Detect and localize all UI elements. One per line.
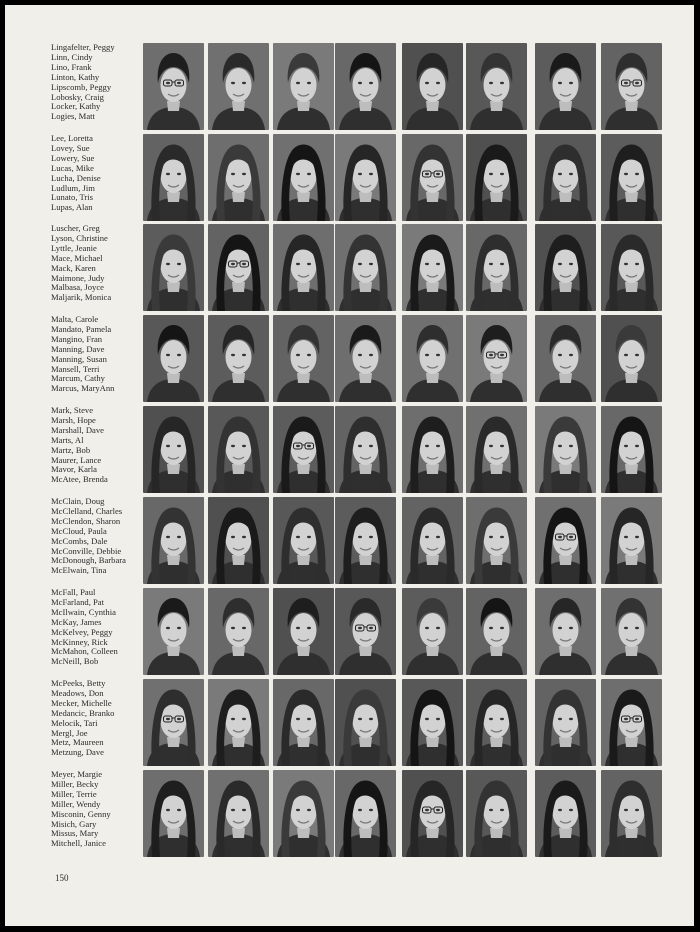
roster-row <box>5 588 694 678</box>
student-name: Mergl, Joe <box>51 727 88 738</box>
student-name: McCombs, Dale <box>51 535 108 546</box>
student-portrait <box>402 134 463 221</box>
student-portrait <box>335 497 396 584</box>
student-name: McMahon, Colleen <box>51 646 118 657</box>
student-name: Linton, Kathy <box>51 71 100 82</box>
student-name: Mavor, Karla <box>51 464 97 475</box>
student-portrait <box>143 134 204 221</box>
student-portrait <box>273 224 334 311</box>
student-name: Misich, Gary <box>51 818 97 829</box>
student-name: Mace, Michael <box>51 252 103 263</box>
roster-row <box>5 134 694 224</box>
student-portrait <box>335 588 396 675</box>
name-list <box>51 588 147 667</box>
student-name: Mansell, Terri <box>51 363 100 374</box>
student-name: Marcum, Cathy <box>51 373 105 384</box>
student-name: Lingafelter, Peggy <box>51 42 115 52</box>
student-name: Manning, Dave <box>51 343 105 354</box>
student-name: Marsh, Hope <box>51 414 96 425</box>
student-portrait <box>335 224 396 311</box>
student-name: McDonough, Barbara <box>51 555 126 566</box>
student-portrait <box>402 770 463 857</box>
student-name: Martz, Bob <box>51 444 91 455</box>
student-portrait <box>402 315 463 402</box>
name-list <box>51 134 147 213</box>
student-portrait <box>273 134 334 221</box>
student-name: Mark, Steve <box>51 405 94 415</box>
student-name: McKelvey, Peggy <box>51 626 113 637</box>
page-number: 150 <box>55 873 69 883</box>
student-name: Mack, Karen <box>51 262 96 273</box>
student-name: Luscher, Greg <box>51 223 100 233</box>
student-name: Lucas, Mike <box>51 162 94 173</box>
student-name: Marcus, MaryAnn <box>51 383 115 394</box>
student-portrait <box>402 406 463 493</box>
student-name: Metzung, Dave <box>51 747 104 758</box>
student-name: Mandato, Pamela <box>51 323 112 334</box>
student-name: McConville, Debbie <box>51 545 122 556</box>
student-portrait <box>466 43 527 130</box>
student-name: Maurer, Lance <box>51 454 102 465</box>
student-portrait <box>208 406 269 493</box>
student-portrait <box>466 224 527 311</box>
student-portrait <box>402 679 463 766</box>
student-name: Meadows, Don <box>51 687 104 698</box>
student-name: McClendon, Sharon <box>51 515 121 526</box>
student-name: Lino, Frank <box>51 61 92 72</box>
student-name: Metz, Maureen <box>51 737 104 748</box>
student-portrait <box>143 406 204 493</box>
student-name: Miller, Wendy <box>51 798 101 809</box>
student-portrait <box>143 679 204 766</box>
student-portrait <box>535 43 596 130</box>
student-name: Lobosky, Craig <box>51 91 104 102</box>
student-name: McIlwain, Cynthia <box>51 606 116 617</box>
student-portrait <box>466 770 527 857</box>
student-portrait <box>335 315 396 402</box>
student-name: Ludlum, Jim <box>51 182 95 193</box>
name-list <box>51 315 147 394</box>
student-name: Mecker, Michelle <box>51 697 112 708</box>
student-portrait <box>143 770 204 857</box>
student-portrait <box>601 770 662 857</box>
student-portrait <box>535 497 596 584</box>
student-portrait <box>601 224 662 311</box>
student-portrait <box>466 315 527 402</box>
name-list <box>51 679 147 758</box>
student-portrait <box>402 588 463 675</box>
student-name: Lipscomb, Peggy <box>51 81 112 92</box>
student-name: Malta, Carole <box>51 314 99 324</box>
student-name: Lovey, Sue <box>51 142 90 153</box>
student-portrait <box>335 679 396 766</box>
student-portrait <box>402 497 463 584</box>
student-name: McPeeks, Betty <box>51 678 106 688</box>
name-list <box>51 406 147 485</box>
student-name: Missus, Mary <box>51 828 99 839</box>
roster-row <box>5 43 694 133</box>
student-name: McElwain, Tina <box>51 565 107 576</box>
student-portrait <box>601 679 662 766</box>
student-name: McFall, Paul <box>51 587 96 597</box>
student-portrait <box>601 497 662 584</box>
student-name: Miller, Becky <box>51 778 99 789</box>
name-list <box>51 43 147 122</box>
student-portrait <box>466 134 527 221</box>
student-portrait <box>208 588 269 675</box>
student-portrait <box>466 497 527 584</box>
student-portrait <box>535 679 596 766</box>
student-portrait <box>143 224 204 311</box>
student-name: Manning, Susan <box>51 353 107 364</box>
student-portrait <box>143 43 204 130</box>
student-portrait <box>601 315 662 402</box>
name-list <box>51 224 147 303</box>
student-portrait <box>208 315 269 402</box>
student-name: Mangino, Fran <box>51 333 103 344</box>
student-portrait <box>601 588 662 675</box>
name-list <box>51 497 147 576</box>
student-portrait <box>535 134 596 221</box>
roster-row <box>5 770 694 860</box>
student-portrait <box>208 43 269 130</box>
student-name: Mitchell, Janice <box>51 838 106 849</box>
student-portrait <box>273 588 334 675</box>
student-portrait <box>335 134 396 221</box>
yearbook-page <box>5 5 694 926</box>
student-portrait <box>143 315 204 402</box>
roster-row <box>5 497 694 587</box>
student-name: Marts, Al <box>51 434 84 445</box>
student-name: Linn, Cindy <box>51 51 93 62</box>
student-portrait <box>335 770 396 857</box>
roster-row <box>5 224 694 314</box>
student-portrait <box>466 406 527 493</box>
student-portrait <box>335 43 396 130</box>
student-name: Lee, Loretta <box>51 133 93 143</box>
student-name: McKinney, Rick <box>51 636 108 647</box>
student-portrait <box>143 588 204 675</box>
student-name: Logies, Matt <box>51 111 95 122</box>
student-name: Lupas, Alan <box>51 202 93 213</box>
student-name: McKay, James <box>51 616 102 627</box>
student-name: Lucha, Denise <box>51 172 101 183</box>
student-portrait <box>535 588 596 675</box>
student-portrait <box>601 43 662 130</box>
student-portrait <box>273 497 334 584</box>
student-name: Maimone, Judy <box>51 272 105 283</box>
student-name: McClain, Doug <box>51 496 105 506</box>
student-portrait <box>208 770 269 857</box>
student-portrait <box>402 224 463 311</box>
student-name: Lunato, Tris <box>51 192 94 203</box>
student-portrait <box>335 406 396 493</box>
student-name: Malbasa, Joyce <box>51 282 104 293</box>
name-list <box>51 770 147 849</box>
student-name: Medancic, Branko <box>51 707 115 718</box>
student-name: Locker, Kathy <box>51 101 101 112</box>
student-portrait <box>535 224 596 311</box>
student-portrait <box>601 406 662 493</box>
student-portrait <box>273 679 334 766</box>
student-portrait <box>402 43 463 130</box>
student-name: McNeill, Bob <box>51 656 99 667</box>
student-name: Lyson, Christine <box>51 232 108 243</box>
student-name: Lowery, Sue <box>51 152 95 163</box>
student-portrait <box>273 43 334 130</box>
student-portrait <box>208 224 269 311</box>
student-portrait <box>535 406 596 493</box>
student-name: Maljarik, Monica <box>51 292 112 303</box>
student-name: Melocik, Tari <box>51 717 98 728</box>
student-portrait <box>535 315 596 402</box>
student-name: McAtee, Brenda <box>51 474 108 485</box>
student-portrait <box>143 497 204 584</box>
student-name: Miller, Terrie <box>51 788 97 799</box>
student-portrait <box>466 679 527 766</box>
student-name: Meyer, Margie <box>51 769 103 779</box>
student-portrait <box>273 770 334 857</box>
student-name: McClelland, Charles <box>51 505 123 516</box>
student-name: Misconin, Genny <box>51 808 111 819</box>
student-portrait <box>601 134 662 221</box>
student-name: Lyttle, Jeanie <box>51 242 97 253</box>
student-name: Marshall, Dave <box>51 424 104 435</box>
student-portrait <box>535 770 596 857</box>
roster-row <box>5 679 694 769</box>
student-portrait <box>466 588 527 675</box>
roster-row <box>5 406 694 496</box>
student-portrait <box>208 497 269 584</box>
student-portrait <box>208 679 269 766</box>
student-portrait <box>273 406 334 493</box>
student-name: McFarland, Pat <box>51 596 104 607</box>
student-name: McCloud, Paula <box>51 525 107 536</box>
student-portrait <box>208 134 269 221</box>
roster-row <box>5 315 694 405</box>
student-portrait <box>273 315 334 402</box>
